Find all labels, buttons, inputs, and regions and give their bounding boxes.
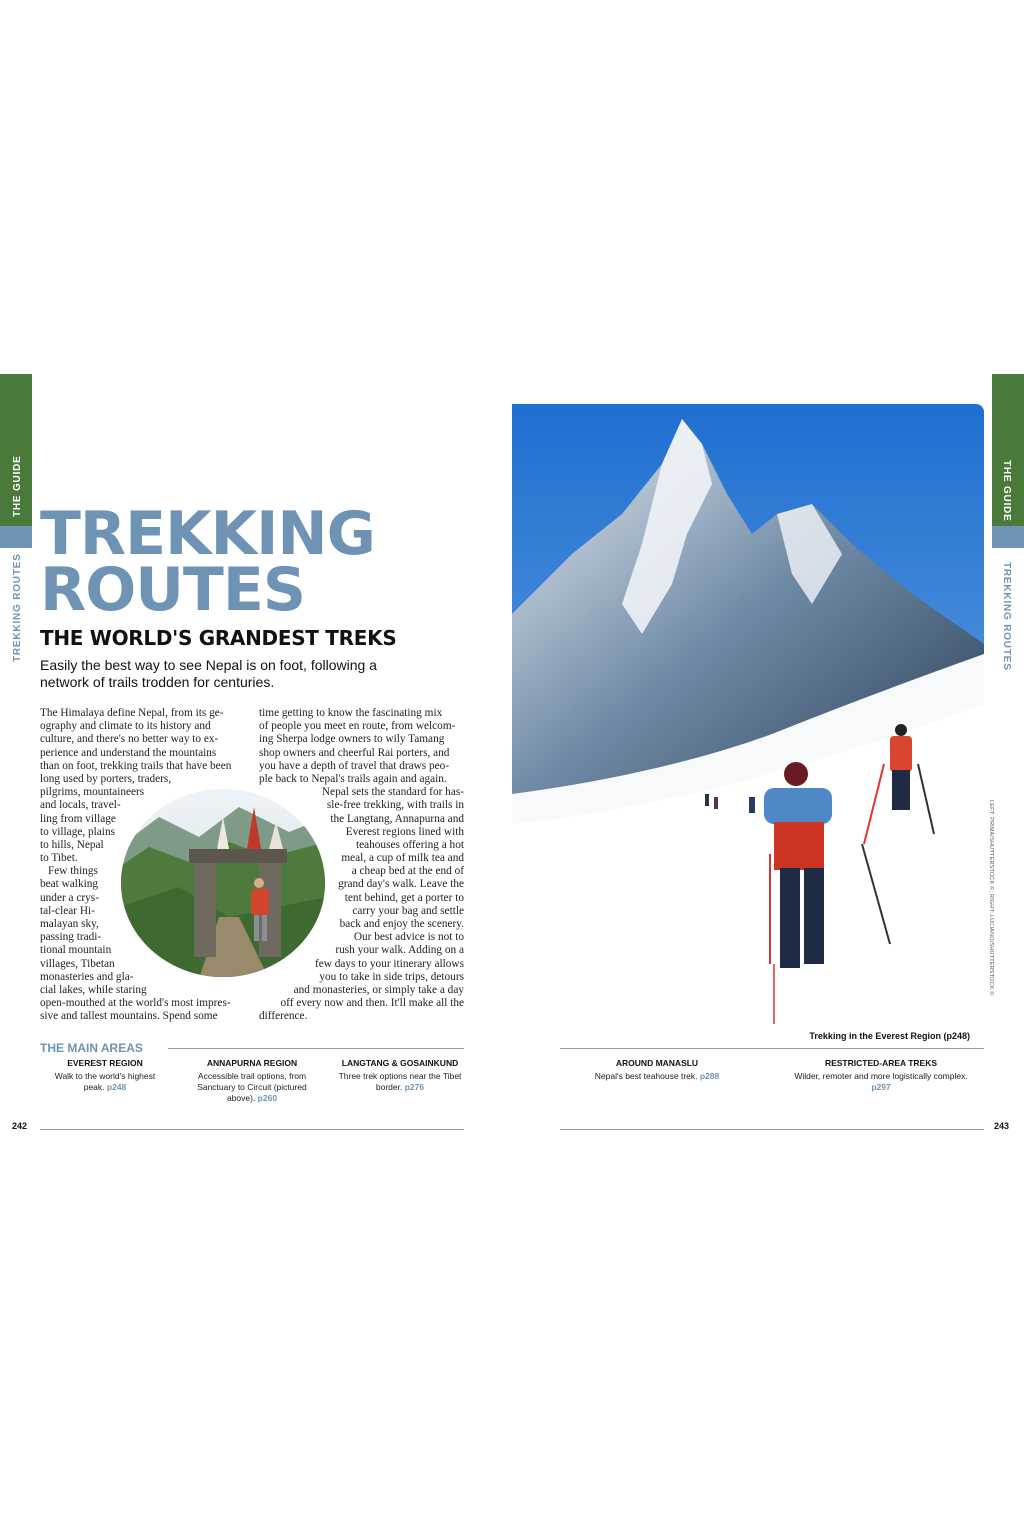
body-line: carry your bag and settle bbox=[352, 904, 464, 917]
body-line: tent behind, get a porter to bbox=[344, 891, 464, 904]
area-title: AROUND MANASLU bbox=[615, 1058, 699, 1068]
caption-text: Trekking in the Everest Region bbox=[809, 1031, 941, 1041]
body-line: and locals, travel- bbox=[40, 799, 121, 812]
body-line: under a crys- bbox=[40, 891, 99, 904]
body-line: Nepal sets the standard for has- bbox=[321, 786, 464, 799]
everest-trekkers-illustration bbox=[512, 404, 984, 1024]
hero-photo bbox=[512, 404, 984, 1024]
body-line: ling from village bbox=[40, 812, 116, 825]
area-page-link[interactable]: p248 bbox=[106, 1082, 127, 1092]
body-line: ing Sherpa lodge owners to wily Tamang bbox=[259, 733, 445, 746]
chapter-tab-right bbox=[992, 526, 1024, 548]
body-line: back and enjoy the scenery. bbox=[339, 918, 464, 930]
area-desc bbox=[332, 1071, 468, 1093]
areas-heading-rule-right bbox=[560, 1048, 984, 1049]
body-line: Few things bbox=[48, 865, 98, 878]
page-title-line2: ROUTES bbox=[40, 555, 306, 625]
main-areas-heading: THE MAIN AREAS bbox=[40, 1041, 143, 1055]
area-page-link[interactable]: p260 bbox=[257, 1093, 278, 1103]
area-title: ANNAPURNA REGION bbox=[206, 1058, 298, 1068]
footer-rule-right bbox=[560, 1129, 984, 1130]
area-title: EVEREST REGION bbox=[67, 1058, 143, 1068]
body-line: you have a depth of travel that draws peo- bbox=[259, 759, 450, 772]
area-desc-line: Wilder, remoter and more logistically complex. bbox=[794, 1071, 968, 1081]
area-desc-line: Sanctuary to Circuit (pictured bbox=[197, 1082, 307, 1092]
intro-line: network of trails trodden for centuries. bbox=[40, 674, 275, 690]
body-line: monasteries and gla- bbox=[40, 970, 134, 983]
body-line: malayan sky, bbox=[40, 918, 99, 930]
area-desc bbox=[187, 1071, 317, 1104]
area-card-everest bbox=[40, 1058, 170, 1093]
body-line: ography and climate to its history and bbox=[40, 720, 211, 733]
area-page-link[interactable]: p288 bbox=[699, 1071, 720, 1081]
area-desc bbox=[582, 1071, 732, 1082]
body-line: to hills, Nepal bbox=[40, 838, 104, 851]
body-line: grand day's walk. Leave the bbox=[338, 878, 464, 891]
area-page-link[interactable]: p297 bbox=[871, 1082, 891, 1092]
body-line: of people you meet en route, from welcom- bbox=[259, 720, 456, 733]
area-desc-line: Nepal's best teahouse trek. bbox=[594, 1071, 698, 1081]
body-line: meal, a cup of milk tea and bbox=[341, 852, 464, 865]
page-number-left: 242 bbox=[12, 1121, 28, 1131]
caption-page-ref: (p248) bbox=[943, 1031, 970, 1041]
body-line: you to take in side trips, detours bbox=[319, 970, 464, 983]
area-page-link[interactable]: p276 bbox=[404, 1082, 425, 1092]
title-block bbox=[40, 499, 375, 625]
body-line: time getting to know the fascinating mix bbox=[259, 707, 443, 719]
gate-photo-illustration bbox=[119, 787, 327, 979]
page-subtitle: THE WORLD'S GRANDEST TREKS bbox=[40, 626, 397, 650]
area-card-annapurna bbox=[187, 1058, 317, 1104]
page-title-line1: TREKKING bbox=[40, 499, 375, 569]
body-line: open-mouthed at the world's most impres- bbox=[40, 997, 231, 1010]
body-line: and monasteries, or simply take a day bbox=[293, 983, 464, 996]
body-line: to village, plains bbox=[40, 825, 115, 838]
body-line: long used by porters, traders, bbox=[40, 772, 172, 785]
chapter-tab-right-label: TREKKING ROUTES bbox=[1001, 562, 1012, 671]
body-line: pilgrims, mountaineers bbox=[40, 786, 145, 799]
area-card-restricted bbox=[776, 1058, 986, 1093]
circular-photo bbox=[119, 787, 327, 979]
body-line: cial lakes, while staring bbox=[40, 983, 147, 996]
body-line: villages, Tibetan bbox=[40, 957, 115, 970]
areas-heading-rule bbox=[168, 1048, 464, 1049]
body-line: to Tibet. bbox=[40, 852, 78, 865]
area-desc-line: peak. bbox=[83, 1082, 105, 1092]
section-tab-right-label: THE GUIDE bbox=[1001, 460, 1012, 522]
footer-rule-left bbox=[40, 1129, 464, 1130]
body-line: passing tradi- bbox=[40, 931, 102, 944]
area-desc-line: above). bbox=[226, 1093, 256, 1103]
section-tab-left-label: THE GUIDE bbox=[12, 455, 23, 517]
body-line: ple back to Nepal's trails again and again. bbox=[259, 772, 447, 785]
body-line: few days to your itinerary allows bbox=[314, 957, 464, 970]
body-line: perience and understand the mountains bbox=[40, 746, 217, 759]
area-title: RESTRICTED-AREA TREKS bbox=[824, 1058, 938, 1068]
area-desc-line bbox=[187, 1093, 317, 1104]
body-line: The Himalaya define Nepal, from its ge- bbox=[40, 707, 224, 719]
intro-line: Easily the best way to see Nepal is on foot, following a bbox=[40, 657, 377, 673]
body-line: sle-free trekking, with trails in bbox=[326, 799, 464, 812]
body-line: tal-clear Hi- bbox=[40, 904, 95, 917]
area-desc-line: Accessible trail options, from bbox=[197, 1071, 307, 1081]
body-line: teahouses offering a hot bbox=[355, 838, 464, 851]
body-line: culture, and there's no better way to ex- bbox=[40, 733, 219, 746]
body-line: sive and tallest mountains. Spend some bbox=[40, 1010, 218, 1023]
area-desc-line: border. bbox=[375, 1082, 403, 1092]
area-title: LANGTANG & GOSAINKUND bbox=[341, 1058, 459, 1068]
area-desc bbox=[40, 1071, 170, 1093]
area-desc bbox=[776, 1071, 986, 1093]
chapter-tab-left-label: TREKKING ROUTES bbox=[12, 553, 23, 662]
area-desc-line bbox=[332, 1082, 468, 1093]
body-line: Our best advice is not to bbox=[353, 931, 464, 944]
area-desc-line bbox=[40, 1082, 170, 1093]
area-desc-line: Three trek options near the Tibet bbox=[338, 1071, 462, 1081]
body-line: rush your walk. Adding on a bbox=[335, 944, 464, 957]
body-line: Everest regions lined with bbox=[345, 825, 464, 838]
chapter-tab-left bbox=[0, 526, 32, 548]
photo-caption bbox=[720, 1031, 970, 1041]
body-line: than on foot, trekking trails that have been bbox=[40, 759, 232, 772]
area-card-manaslu bbox=[582, 1058, 732, 1082]
photo-credit: LEFT: PRIMA/SHUTTERSTOCK ©; RIGHT: LUCIANO/SHUTTERSTOCK © bbox=[988, 800, 994, 996]
body-line: shop owners and cheerful Rai porters, and bbox=[259, 746, 450, 759]
body-line: off every now and then. It'll make all the bbox=[280, 997, 464, 1010]
area-desc-line: Walk to the world's highest bbox=[54, 1071, 156, 1081]
page-number-right: 243 bbox=[994, 1121, 1010, 1131]
body-line: difference. bbox=[259, 1010, 308, 1023]
body-line: the Langtang, Annapurna and bbox=[330, 812, 464, 825]
area-card-langtang bbox=[332, 1058, 468, 1093]
body-line: tional mountain bbox=[40, 944, 112, 957]
body-line: beat walking bbox=[40, 878, 99, 891]
body-line: a cheap bed at the end of bbox=[351, 865, 464, 878]
intro-text bbox=[40, 657, 377, 691]
